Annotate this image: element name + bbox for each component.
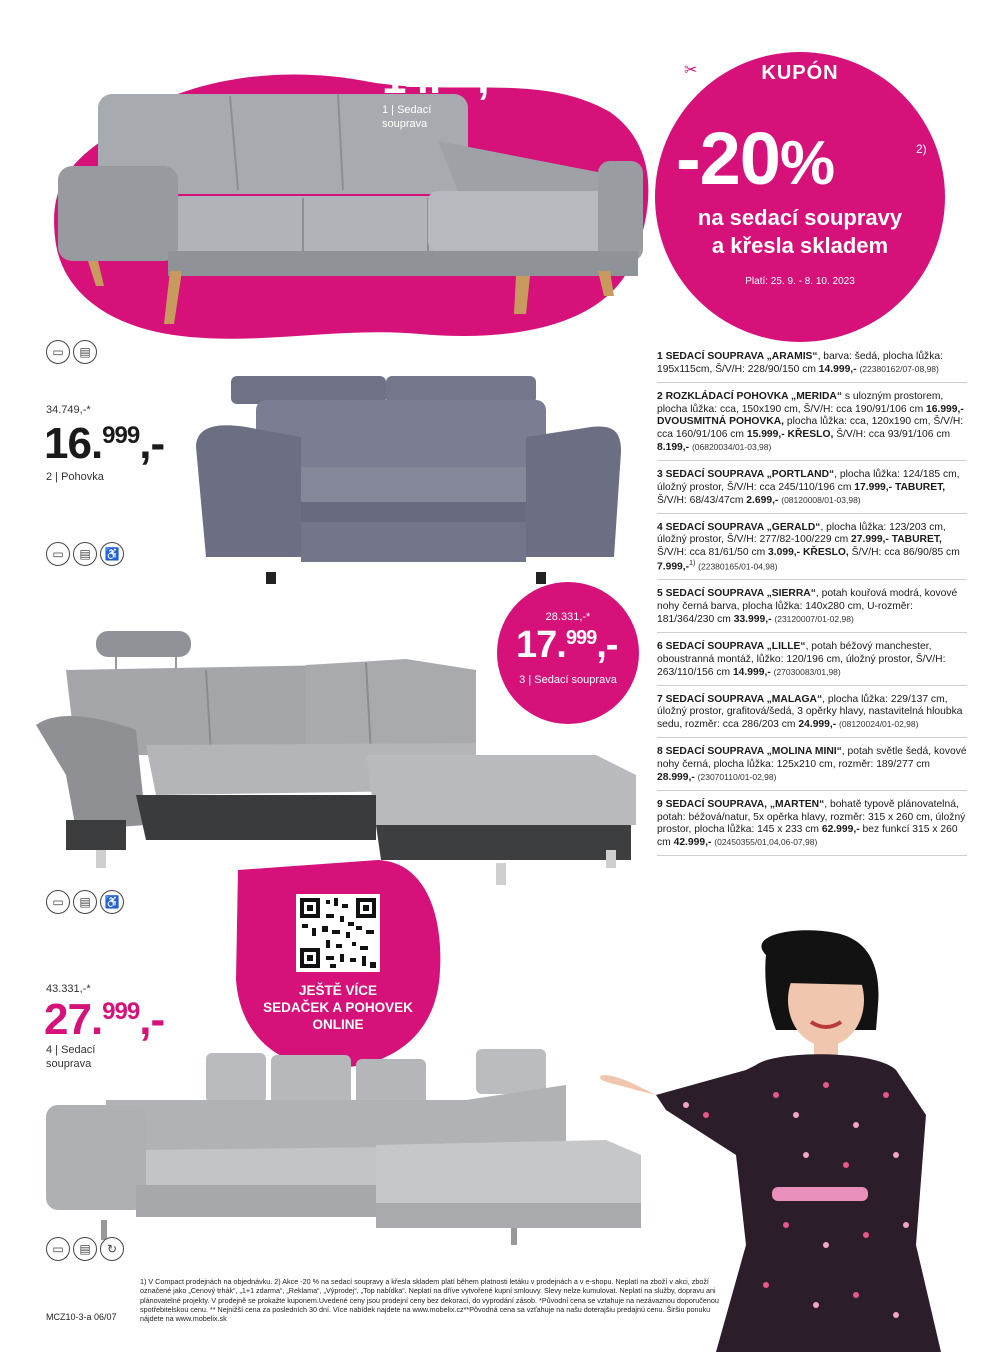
- spec-head: 8 SEDACÍ SOUPRAVA „MOLINA MINI“: [657, 746, 842, 758]
- spec-body: , plocha lůžka: 123/203 cm, úložný prostor, Š/V/H: 277/82-100/229 cm: [657, 521, 946, 546]
- sofa-image-gerald: [46, 1045, 646, 1245]
- sofa-image-aramis: [58, 86, 648, 326]
- coupon-title: KUPÓN: [761, 62, 839, 84]
- spec-price: 16.999,-: [926, 403, 964, 415]
- price-cents: 999: [440, 57, 478, 84]
- spec-price: 24.999,-: [798, 719, 837, 731]
- spec-code: (23120007/01-02,98): [774, 614, 854, 625]
- online-promo-line-2: SEDAČEK A POHOVEK: [263, 999, 413, 1015]
- coupon-footnote-ref: 2): [916, 142, 927, 156]
- spec-price: 62.999,-: [821, 824, 860, 836]
- spec-body: , plocha lůžka: 229/137 cm, úložný prostor, grafitová/šedá, 3 opěrky hlavy, nastavitelná hloubka sedu, rozměr: cca 286/203 cm: [657, 693, 963, 731]
- spec-body: , potah béžový manchester, oboustranná montáž, lůžko: 120/196 cm, úložný prostor, Š/V/H: 263/110/156 cm: [657, 641, 946, 678]
- coupon-percent-sign: %: [779, 129, 836, 198]
- spec-extra-body: Š/V/H: cca 86/90/85 cm: [848, 547, 960, 559]
- spec-extra-head: KŘESLO,: [802, 547, 849, 559]
- spec-body: , plocha lůžka: 124/185 cm, úložný prostor, Š/V/H: cca 245/110/196 cm: [657, 469, 960, 493]
- old-price-product-3: 28.331,-*: [545, 611, 591, 623]
- price-product-2: [44, 419, 165, 468]
- online-promo-line-1: JEŠTĚ VÍCE: [298, 983, 378, 998]
- armchair-icon: ♿: [100, 542, 124, 566]
- price-tail: ,-: [596, 624, 618, 666]
- bed-function-icon: ▭: [46, 1237, 70, 1261]
- spec-price: 27.999,-: [851, 534, 889, 546]
- online-promo-line-3: ONLINE: [312, 1016, 364, 1032]
- spec-extra-body: Š/V/H: 68/43/47cm: [657, 494, 747, 506]
- qr-code-image[interactable]: [296, 894, 380, 972]
- spec-item: [657, 519, 967, 581]
- spec-extra-body: Š/V/H: cca 93/91/106 cm: [833, 429, 951, 441]
- spec-item: [657, 388, 967, 461]
- price-main: 16.: [44, 419, 103, 468]
- spec-extra-price: 7.999,-: [657, 561, 690, 573]
- price-product-4: [44, 995, 165, 1044]
- price-cents: 999: [102, 422, 140, 449]
- spec-head: 5 SEDACÍ SOUPRAVA „SIERRA“: [657, 588, 816, 600]
- legal-footnote: 1) V Compact prodejnách na objednávku. 2) Akce -20 % na sedací soupravy a křesla skladem platí během platnosti letáku v prodejnách a v e-shopu. Neplatí na zboží v akci, zboží označené jako „Cenový trhák“, „1+1 zdarma“, „Reklama“, „Výprodej“, „Top nabídka“. Neplatí na dříve vytvořené kupní smlouvy. Slevy nelze kumulovat. Neplatí na služby, dopravu ani plánovatelné projekty. V prodejně se prokažte kuponem.Uvedené ceny jsou prodejní ceny bez dekorací, do vyprodání zásob. *Původní cena se vztahuje na nezávaznou doporučenou spotřebitelskou cenu. ** Nejnižší cena za posledních 30 dní. Více nabídek najdete na www.mobelix.cz**Pôvodná cena sa vzťahuje na našu doterajšiu predajnú cenu. Širšiu ponuku nájdete na www.mobelix.sk: [140, 1277, 719, 1324]
- old-price-product-4: 43.331,-*: [46, 983, 91, 995]
- feature-icons-3: [46, 890, 124, 914]
- spec-price: 33.999,-: [733, 614, 772, 626]
- spec-extra-head: KŘESLO,: [787, 429, 834, 441]
- feature-icons-2: [46, 542, 124, 566]
- coupon-discount: [676, 117, 836, 200]
- spec-extra-body: plocha lůžka: cca, 120x190 cm, Š/V/H: cca 160/91/106 cm: [657, 416, 964, 441]
- spec-extra-price: 2.699,-: [746, 494, 779, 506]
- spec-head: 9 SEDACÍ SOUPRAVA, „MARTEN“: [657, 798, 825, 810]
- bed-function-icon: ▭: [46, 340, 70, 364]
- online-promo-text[interactable]: [238, 983, 438, 1034]
- spec-code: (08120008/01-03,98): [781, 494, 861, 505]
- armchair-icon: ♿: [100, 890, 124, 914]
- spec-extra-price: 8.199,-: [657, 442, 690, 454]
- page-code: MCZ10-3-a 06/07: [46, 1312, 117, 1322]
- price-main: 14.: [382, 54, 441, 103]
- label-line-1: 4 | Sedací: [46, 1044, 96, 1056]
- storage-icon: ▤: [73, 542, 97, 566]
- spec-code: (27030083/01,98): [773, 666, 841, 677]
- spec-price: 14.999,-: [818, 363, 857, 375]
- spec-code: (22380162/07-08,98): [859, 363, 939, 374]
- label-product-2: 2 | Pohovka: [46, 471, 104, 483]
- spec-item: [657, 585, 967, 633]
- scissors-icon: ✂: [684, 62, 698, 79]
- label-line-2: souprava: [46, 1057, 92, 1070]
- coupon-line-2: a křesla skladem: [711, 233, 889, 258]
- spec-code: (08120024/01-02,98): [839, 719, 919, 730]
- label-product-1: [382, 104, 431, 132]
- spec-head: 6 SEDACÍ SOUPRAVA „LILLE“: [657, 641, 806, 653]
- old-price-product-2: 34.749,-*: [46, 404, 91, 416]
- spec-code: (23070110/01-02,98): [697, 771, 777, 782]
- spec-body: s ulozným prostorem, plocha lůžka: cca, 150x190 cm, Š/V/H: cca 190/91/106 cm: [657, 390, 944, 415]
- spec-extra-price: 15.999,-: [746, 429, 785, 441]
- storage-icon: ▤: [73, 1237, 97, 1261]
- spec-price: 17.999,-: [854, 481, 893, 493]
- spec-head: 2 ROZKLÁDACÍ POHOVKA „MERIDA“: [657, 390, 842, 402]
- label-line-2: souprava: [382, 117, 428, 130]
- feature-icons-4: [46, 1237, 124, 1261]
- spec-item: [657, 796, 967, 856]
- spec-body: , bohatě typově plánovatelná, potah: béžová/natur, 5x opěrka hlavy, rozměr: 315 x 260 cm, úložný prostor, plocha lůžka: 145 x 233 cm: [657, 798, 966, 836]
- bed-function-icon: ▭: [46, 542, 70, 566]
- price-cents: 999: [565, 627, 597, 649]
- spec-price: 28.999,-: [657, 771, 695, 783]
- price-cents: 999: [102, 998, 140, 1025]
- spec-extra-head: TABURET,: [894, 481, 946, 493]
- bed-function-icon: ▭: [46, 890, 70, 914]
- price-tail: ,-: [139, 419, 165, 468]
- feature-icons-1: [46, 340, 97, 364]
- spec-item: [657, 743, 967, 791]
- spec-item: [657, 691, 967, 739]
- spec-price: 14.999,-: [732, 666, 771, 678]
- price-main: 17.: [516, 624, 566, 666]
- spec-head: 1 SEDACÍ SOUPRAVA „ARAMIS“: [657, 351, 818, 362]
- coupon-line-1: na sedací soupravy: [697, 205, 903, 230]
- price-product-1: [382, 54, 503, 103]
- label-line-1: 1 | Sedací: [382, 104, 432, 116]
- spec-item: [657, 638, 967, 686]
- spec-extra-price: 3.099,-: [768, 547, 801, 559]
- spec-extra-head: DVOUSMITNÁ POHOVKA,: [657, 416, 785, 428]
- spec-code: (22380165/01-04,98): [698, 561, 778, 572]
- sofa-image-portland: [36, 625, 636, 890]
- product-specs-list: [657, 348, 967, 861]
- spec-head: 3 SEDACÍ SOUPRAVA „PORTLAND“: [657, 469, 835, 481]
- adjustable-headrest-icon: ↻: [100, 1237, 124, 1261]
- price-tail: ,-: [139, 995, 165, 1044]
- spec-body: , barva: šedá, plocha lůžka: 195x115cm, Š/V/H: 228/90/150 cm: [657, 351, 943, 375]
- spec-body: , potah světle šedá, kovové nohy černá, plocha lůžka: 125x210 cm, rozměr: 189/277 cm: [657, 746, 967, 771]
- spec-head: 7 SEDACÍ SOUPRAVA „MALAGA“: [657, 693, 823, 705]
- label-product-3: 3 | Sedací souprava: [519, 674, 617, 686]
- price-main: 27.: [44, 995, 103, 1044]
- storage-icon: ▤: [73, 340, 97, 364]
- storage-icon: ▤: [73, 890, 97, 914]
- spec-code: (02450355/01,04,06-07,98): [714, 837, 818, 848]
- coupon-discount-value: -20: [676, 117, 780, 200]
- spec-footnote-ref: 1): [689, 560, 696, 568]
- spec-head: 4 SEDACÍ SOUPRAVA „GERALD“: [657, 521, 821, 533]
- spec-extra-head: TABURET,: [891, 534, 942, 546]
- spec-extra-body: bez funkcí 315 x 260 cm: [657, 824, 958, 849]
- spec-item: [657, 348, 967, 383]
- spec-item: [657, 466, 967, 514]
- price-tail: ,-: [477, 54, 503, 103]
- sofa-image-merida: [196, 372, 626, 597]
- spec-extra-body: Š/V/H: cca 81/61/50 cm: [657, 547, 769, 559]
- spec-code: (06820034/01-03,98): [691, 442, 772, 453]
- spec-extra-price: 42.999,-: [673, 837, 712, 849]
- coupon-validity: Platí: 25. 9. - 8. 10. 2023: [745, 276, 855, 287]
- spec-body: , potah kouřová modrá, kovové nohy černá barva, plocha lůžka: 140x280 cm, U-rozměr: 181/364/230 cm: [657, 588, 958, 626]
